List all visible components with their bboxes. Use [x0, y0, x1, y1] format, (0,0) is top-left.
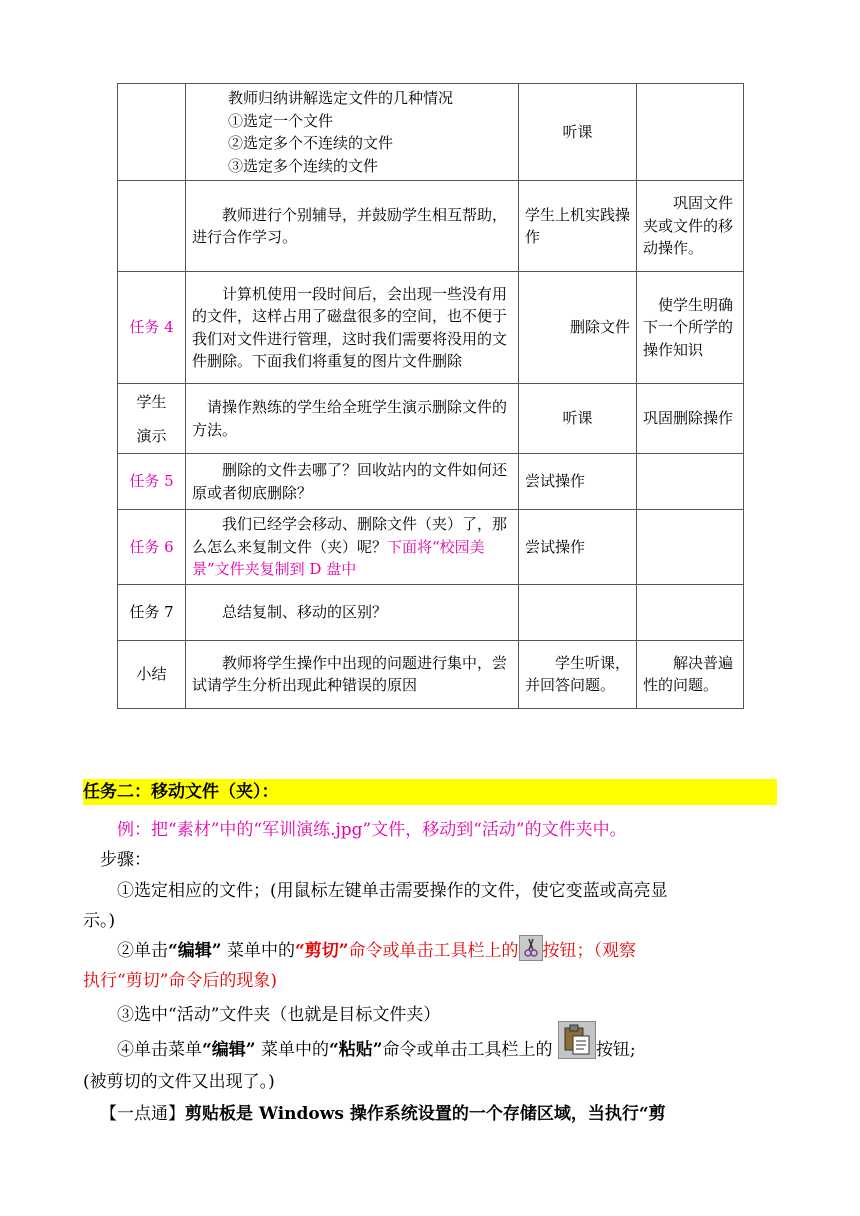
step-4-post: 命令或单击工具栏上的 — [382, 1040, 553, 1060]
content-cell: 计算机使用一段时间后，会出现一些没有用的文件，这样占用了磁盘很多的空间，也不便于我们对文件进行管理，这时我们需要将没用的文件删除。下面我们将重复的图片文件删除 — [186, 272, 519, 384]
student-cell: 学生上机实践操作 — [519, 181, 637, 272]
stage-cell: 任务 7 — [118, 584, 186, 640]
step-2-cmd: “剪切” — [294, 941, 349, 961]
table-row — [118, 181, 744, 272]
paste-icon — [558, 1021, 596, 1059]
stage-cell: 任务 4 — [118, 272, 186, 384]
section-heading: 任务二：移动文件（夹）： — [83, 779, 777, 805]
content-cell — [186, 84, 519, 181]
table-row — [118, 454, 744, 510]
tip-text: 剪贴板是 Windows 操作系统设置的一个存储区域，当执行“剪 — [185, 1104, 666, 1124]
steps-label: 步骤： — [100, 850, 151, 870]
intent-cell: 巩固文件夹或文件的移动操作。 — [637, 181, 744, 272]
tip-label: 【一点通】 — [100, 1104, 185, 1124]
table-row — [118, 640, 744, 708]
content-line: 教师归纳讲解选定文件的几种情况 — [228, 89, 454, 107]
intent-cell — [637, 454, 744, 510]
step-4-mid: 菜单中的 — [255, 1040, 329, 1060]
intent-cell: 巩固删除操作 — [637, 384, 744, 454]
table-row — [118, 510, 744, 585]
student-cell: 听课 — [519, 84, 637, 181]
intent-cell — [637, 84, 744, 181]
content-line: ①选定一个文件 — [228, 111, 334, 130]
student-cell: 学生听课，并回答问题。 — [519, 640, 637, 708]
stage-cell: 小结 — [118, 640, 186, 708]
step-4-pre: ④单击菜单 — [117, 1040, 202, 1060]
content-line: ②选定多个不连续的文件 — [228, 134, 394, 152]
step-4-cmd: “粘贴” — [328, 1040, 383, 1060]
step-1-line-2: 示。) — [83, 911, 116, 931]
intent-cell: 使学生明确下一个所学的操作知识 — [637, 272, 744, 384]
intent-cell — [637, 510, 744, 585]
scissors-icon — [519, 935, 543, 961]
stage-cell: 学生演示 — [118, 384, 186, 454]
table-row — [118, 384, 744, 454]
step-2-mid: 菜单中的 — [221, 941, 295, 961]
lesson-table — [117, 83, 744, 709]
intent-cell: 解决普遍性的问题。 — [637, 640, 744, 708]
step-4-btn: 按钮; — [595, 1040, 636, 1060]
content-main: 我们已经学会移动、删除文件（夹）了，那么怎么来复制文件（夹）呢？ — [192, 515, 508, 556]
step-1-line-1: ①选定相应的文件；(用鼠标左键单击需要操作的文件，使它变蓝或高亮显 — [117, 881, 668, 901]
step-4-menu: “编辑” — [202, 1040, 256, 1060]
step-4-note: (被剪切的文件又出现了。) — [83, 1072, 275, 1092]
stage-cell — [118, 84, 186, 181]
table-row — [118, 84, 744, 181]
intent-cell — [637, 584, 744, 640]
step-2-menu: “编辑” — [168, 941, 222, 961]
step-2 — [117, 936, 817, 966]
step-2-btn: 按钮；（观察 — [542, 941, 637, 961]
content-cell: 删除的文件去哪了？回收站内的文件如何还原或者彻底删除？ — [186, 454, 519, 510]
content-highlight: 下面将“校园美景”文件夹复制到 D 盘中 — [192, 537, 485, 578]
example-text: 例：把“素材”中的“军训演练.jpg”文件，移动到“活动”的文件夹中。 — [117, 820, 627, 840]
step-2-pre: ②单击 — [117, 941, 168, 961]
stage-cell: 任务 6 — [118, 510, 186, 585]
tip — [100, 1099, 800, 1129]
student-cell — [519, 584, 637, 640]
step-3: ③选中“活动”文件夹（也就是目标文件夹） — [117, 1005, 441, 1025]
step-2-post: 命令或单击工具栏上的 — [348, 941, 519, 961]
student-cell: 删除文件 — [519, 272, 637, 384]
table-row — [118, 272, 744, 384]
content-line: ③选定多个连续的文件 — [228, 156, 379, 175]
content-cell — [186, 510, 519, 585]
student-cell: 尝试操作 — [519, 510, 637, 585]
content-cell: 教师将学生操作中出现的问题进行集中，尝试请学生分析出现此种错误的原因 — [186, 640, 519, 708]
content-cell: 教师进行个别辅导，并鼓励学生相互帮助，进行合作学习。 — [186, 181, 519, 272]
content-cell: 总结复制、移动的区别？ — [186, 584, 519, 640]
student-cell: 听课 — [519, 384, 637, 454]
stage-cell — [118, 181, 186, 272]
student-cell: 尝试操作 — [519, 454, 637, 510]
step-2-continued: 执行“剪切”命令后的现象) — [83, 971, 278, 991]
content-cell: 请操作熟练的学生给全班学生演示删除文件的方法。 — [186, 384, 519, 454]
step-4 — [117, 1035, 817, 1065]
table-row — [118, 584, 744, 640]
stage-cell: 任务 5 — [118, 454, 186, 510]
